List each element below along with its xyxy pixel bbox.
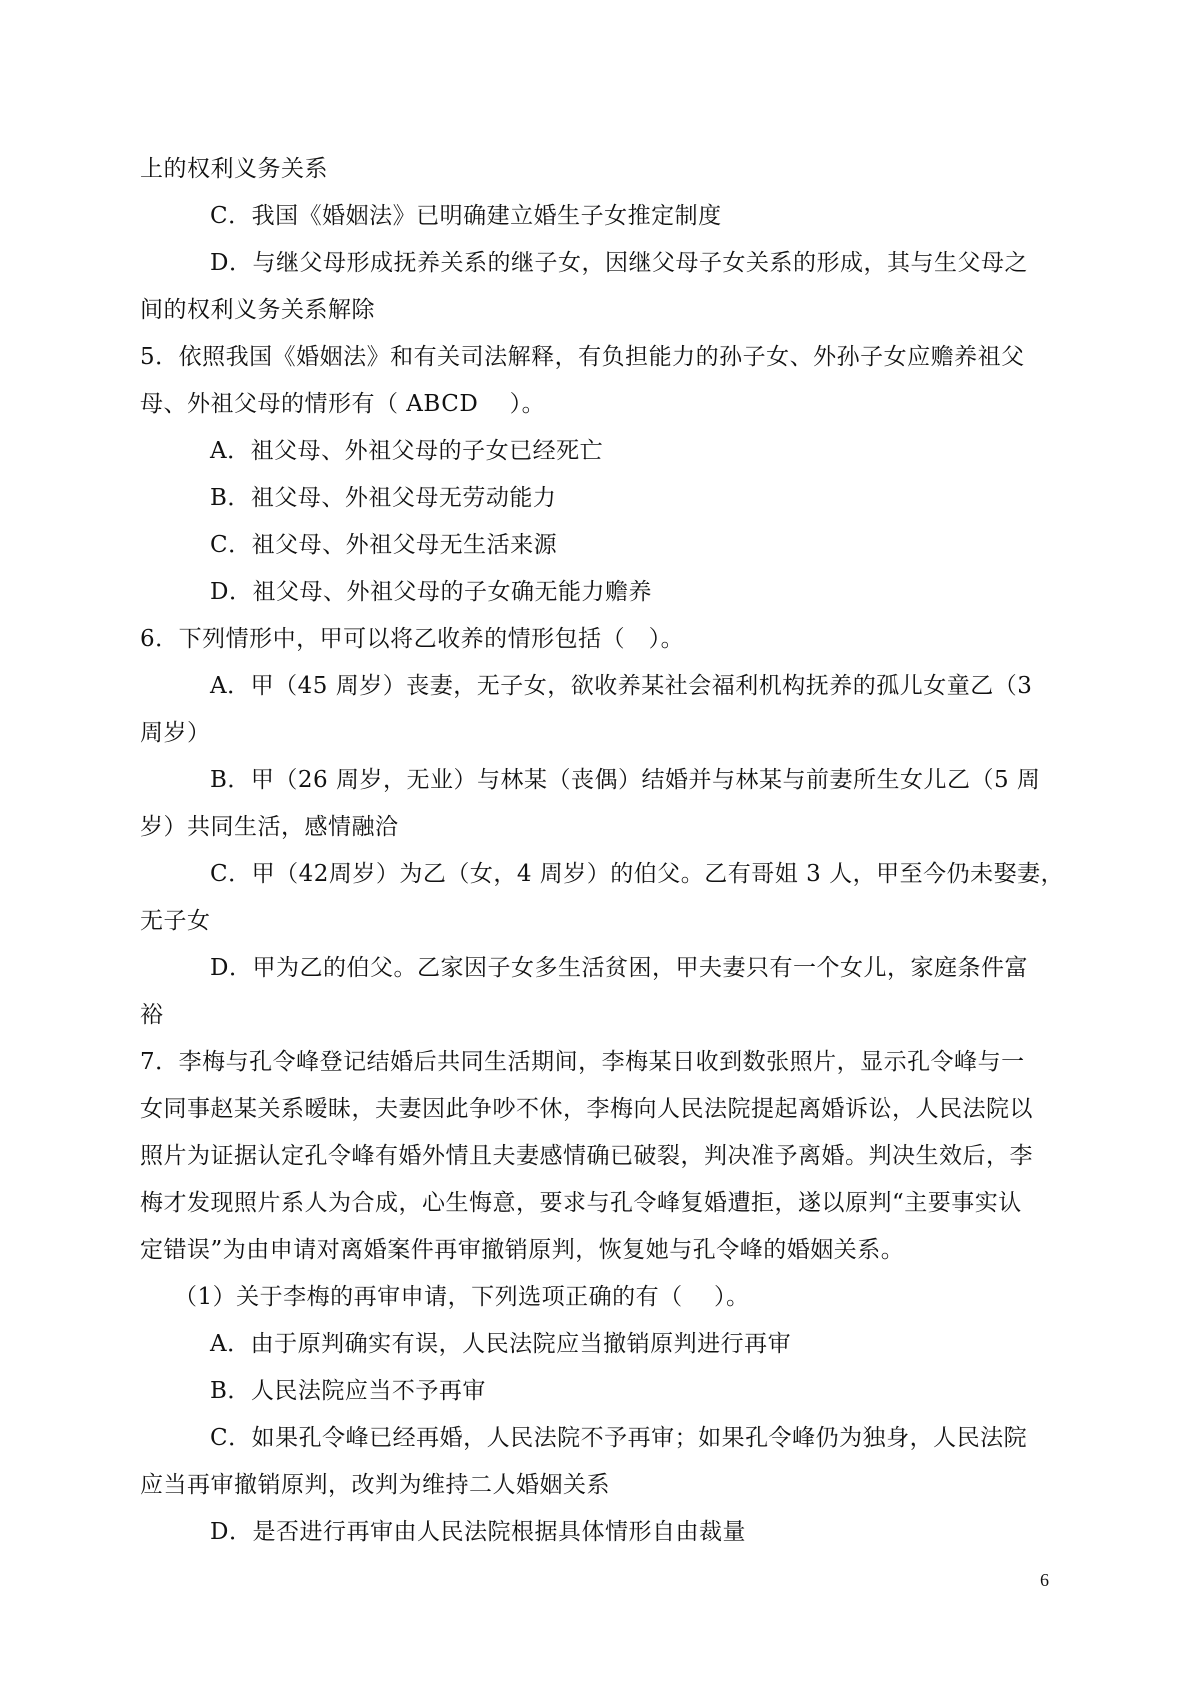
option-c-line: C．我国《婚姻法》已明确建立婚生子女推定制度 xyxy=(210,203,722,229)
text-line: 定错误”为由申请对离婚案件再审撤销原判，恢复她与孔令峰的婚姻关系。 xyxy=(140,1237,905,1263)
question-7: 7．李梅与孔令峰登记结婚后共同生活期间，李梅某日收到数张照片，显示孔令峰与一 xyxy=(140,1049,1025,1075)
option-d-line: D．祖父母、外祖父母的子女确无能力赡养 xyxy=(210,579,652,605)
option-a-line: A．由于原判确实有误，人民法院应当撤销原判进行再审 xyxy=(210,1331,792,1357)
text-line: 女同事赵某关系暧昧，夫妻因此争吵不休，李梅向人民法院提起离婚诉讼，人民法院以 xyxy=(140,1096,1033,1122)
text-line: 母、外祖父母的情形有（ ABCD ）。 xyxy=(140,391,546,417)
option-c-line: C．如果孔令峰已经再婚，人民法院不予再审；如果孔令峰仍为独身，人民法院 xyxy=(210,1425,1028,1451)
text-line: 梅才发现照片系人为合成，心生悔意，要求与孔令峰复婚遭拒，遂以原判“主要事实认 xyxy=(140,1190,1022,1216)
option-a-line: A．甲（45 周岁）丧妻，无子女，欲收养某社会福利机构抚养的孤儿女童乙（3 xyxy=(210,673,1033,699)
text-line: 裕 xyxy=(140,1002,164,1028)
text-line: 周岁） xyxy=(140,720,211,746)
text-line: 上的权利义务关系 xyxy=(140,156,328,182)
text-line: 间的权利义务关系解除 xyxy=(140,297,375,323)
option-d-line: D．是否进行再审由人民法院根据具体情形自由裁量 xyxy=(210,1519,746,1545)
option-c-line: C．甲（42周岁）为乙（女，4 周岁）的伯父。乙有哥姐 3 人，甲至今仍未娶妻， xyxy=(210,861,1065,887)
text-line: 无子女 xyxy=(140,908,211,934)
text-line: 岁）共同生活，感情融洽 xyxy=(140,814,399,840)
text-line: 照片为证据认定孔令峰有婚外情且夫妻感情确已破裂，判决准予离婚。判决生效后，李 xyxy=(140,1143,1033,1169)
option-b-line: B．祖父母、外祖父母无劳动能力 xyxy=(210,485,557,511)
option-d-line: D．与继父母形成抚养关系的继子女，因继父母子女关系的形成，其与生父母之 xyxy=(210,250,1028,276)
option-c-line: C．祖父母、外祖父母无生活来源 xyxy=(210,532,558,558)
document-body xyxy=(140,146,1065,1556)
option-d-line: D．甲为乙的伯父。乙家因子女多生活贫困，甲夫妻只有一个女儿，家庭条件富 xyxy=(210,955,1028,981)
option-b-line: B．人民法院应当不予再审 xyxy=(210,1378,486,1404)
text-line: 应当再审撤销原判，改判为维持二人婚姻关系 xyxy=(140,1472,610,1498)
option-b-line: B．甲（26 周岁，无业）与林某（丧偶）结婚并与林某与前妻所生女儿乙（5 周 xyxy=(210,767,1041,793)
option-a-line: A．祖父母、外祖父母的子女已经死亡 xyxy=(210,438,604,464)
question-5: 5．依照我国《婚姻法》和有关司法解释，有负担能力的孙子女、外孙子女应赡养祖父 xyxy=(140,344,1025,370)
question-6: 6．下列情形中，甲可以将乙收养的情形包括（ ）。 xyxy=(140,626,685,652)
sub-question-1: （1）关于李梅的再审申请，下列选项正确的有（ ）。 xyxy=(174,1284,750,1310)
page-number: 6 xyxy=(1040,1570,1049,1590)
